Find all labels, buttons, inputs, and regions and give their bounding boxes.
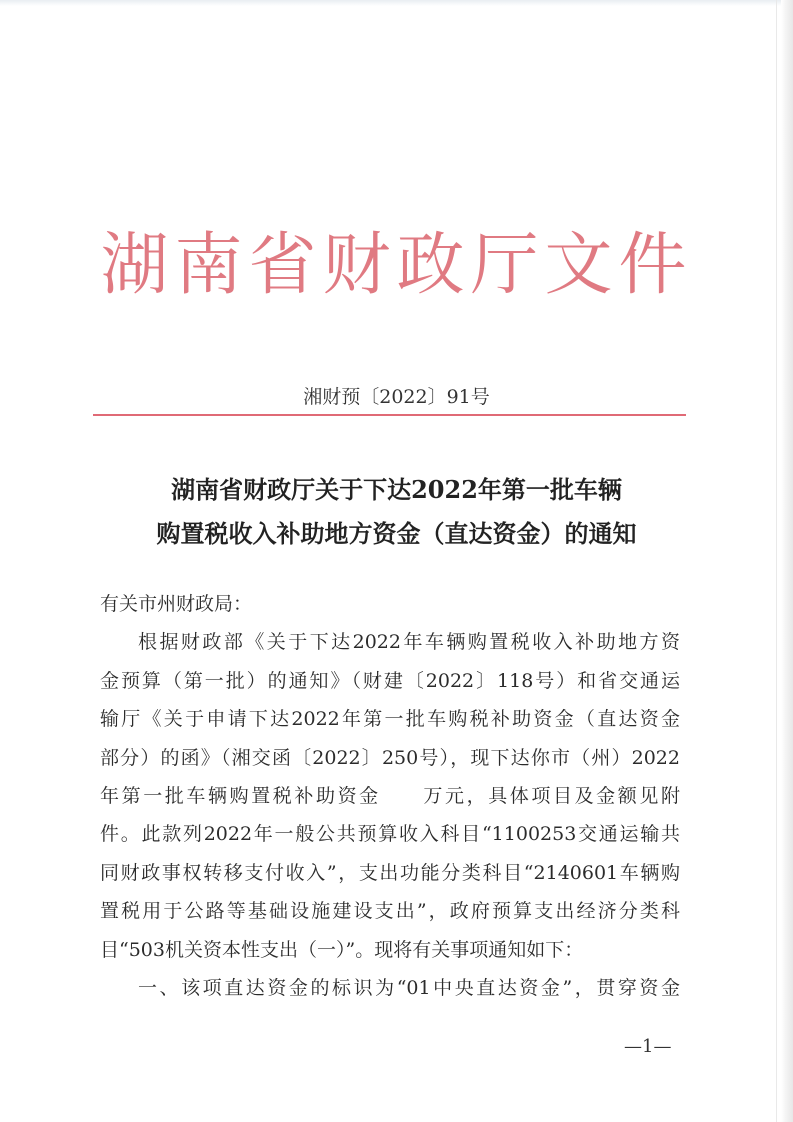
page-number: —1—: [624, 1036, 672, 1057]
body-line-8: 置税用于公路等基础设施建设支出”，政府预算支出经济分类科: [100, 900, 680, 923]
document-title-line-2: 购置税收入补助地方资金（直达资金）的通知: [156, 519, 637, 548]
red-separator-rule: [93, 414, 686, 416]
body-line-1: 根据财政部《关于下达2022年车辆购置税收入补助地方资: [138, 631, 680, 654]
body-line-10: 一、该项直达资金的标识为“01中央直达资金”，贯穿资金: [138, 976, 680, 999]
scan-edge-top: [0, 0, 793, 6]
salutation: 有关市州财政局：: [100, 593, 253, 615]
body-line-5: [100, 777, 680, 815]
body-line-9: 目“503机关资本性支出（一）”。现将有关事项通知如下：: [100, 938, 584, 961]
amount-text-before: 年第一批车辆购置税补助资金: [100, 784, 381, 807]
body-line-3: 输厅《关于申请下达2022年第一批车购税补助资金（直达资金: [100, 708, 680, 731]
body-line-4: 部分）的函》（湘交函〔2022〕250号），现下达你市（州）2022: [100, 746, 680, 769]
document-number: 湘财预〔2022〕91号: [303, 386, 490, 408]
body-line-6: 件。此款列2022年一般公共预算收入科目“1100253交通运输共: [100, 823, 680, 846]
body-line-2: 金预算（第一批）的通知》（财建〔2022〕118号）和省交通运: [100, 669, 680, 692]
scan-edge-line: [776, 0, 777, 1122]
body-line-7: 同财政事权转移支付收入”，支出功能分类科目“2140601车辆购: [100, 861, 680, 884]
document-body: [100, 585, 680, 1007]
document-title-line-1: 湖南省财政厅关于下达2022年第一批车辆: [171, 475, 622, 504]
scan-edge-right: [781, 0, 793, 1122]
document-title: [0, 468, 793, 556]
issuing-authority-title: 湖南省财政厅文件: [100, 226, 693, 305]
amount-text-after: 万元，具体项目及金额见附: [420, 784, 680, 807]
